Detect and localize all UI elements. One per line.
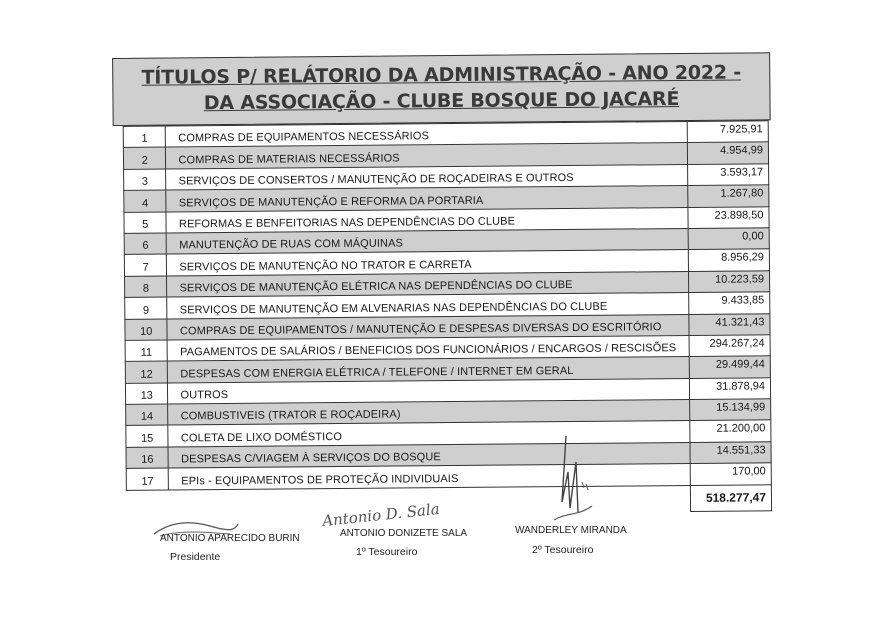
row-description: SERVIÇOS DE MANUTENÇÃO EM ALVENARIAS NAS DEPENDÊNCIAS DO CLUBE xyxy=(167,293,689,319)
row-description: COMPRAS DE EQUIPAMENTOS / MANUTENÇÃO E DESPESAS DIVERSAS DO ESCRITÓRIO xyxy=(167,314,689,340)
row-description: COMPRAS DE MATERIAIS NECESSÁRIOS xyxy=(166,143,688,169)
total-row xyxy=(126,484,771,516)
row-number: 8 xyxy=(125,276,168,298)
row-value: 7.925,91 xyxy=(687,121,768,143)
row-value: 9.433,85 xyxy=(689,292,770,314)
row-description: SERVIÇOS DE MANUTENÇÃO NO TRATOR E CARRETA xyxy=(167,250,689,276)
row-value: 8.956,29 xyxy=(689,249,770,271)
row-value: 41.321,43 xyxy=(689,313,770,335)
row-value: 14.551,33 xyxy=(690,442,771,464)
row-description: OUTROS xyxy=(168,378,690,404)
row-number: 1 xyxy=(123,126,166,148)
row-description: REFORMAS E BENFEITORIAS NAS DEPENDÊNCIAS DO CLUBE xyxy=(166,207,688,233)
row-number: 7 xyxy=(124,254,167,276)
row-number: 15 xyxy=(126,425,169,447)
row-value: 3.593,17 xyxy=(688,164,769,186)
signature-role-treasurer1: 1º Tesoureiro xyxy=(356,546,418,558)
signature-handwritten-sala: Antonio D. Sala xyxy=(321,499,441,531)
report-sheet xyxy=(112,40,774,511)
row-description: MANUTENÇÃO DE RUAS COM MÁQUINAS xyxy=(167,228,689,254)
signature-name-treasurer2: WANDERLEY MIRANDA xyxy=(515,525,627,536)
row-description: SERVIÇOS DE MANUTENÇÃO E REFORMA DA PORTARIA xyxy=(166,186,688,212)
signature-name-president: ANTONIO APARECIDO BURIN xyxy=(160,533,300,544)
row-value: 31.878,94 xyxy=(690,377,771,399)
row-value: 29.499,44 xyxy=(689,356,770,378)
row-value: 21.200,00 xyxy=(690,420,771,442)
signature-role-treasurer2: 2º Tesoureiro xyxy=(532,544,594,556)
row-number: 5 xyxy=(124,212,167,234)
row-value: 170,00 xyxy=(690,463,771,485)
row-value: 4.954,99 xyxy=(688,142,769,164)
row-value: 15.134,99 xyxy=(690,399,771,421)
row-number: 16 xyxy=(126,447,169,469)
row-number: 3 xyxy=(124,169,167,191)
row-number: 13 xyxy=(125,383,168,405)
signature-role-president: Presidente xyxy=(170,551,221,563)
row-number: 12 xyxy=(125,361,168,383)
row-value: 23.898,50 xyxy=(688,206,769,228)
row-description: DESPESAS COM ENERGIA ELÉTRICA / TELEFONE / INTERNET EM GERAL xyxy=(168,357,690,383)
row-number: 10 xyxy=(125,319,168,341)
row-description: COMBUSTIVEIS (TRATOR E ROÇADEIRA) xyxy=(168,400,690,426)
row-description: COLETA DE LIXO DOMÉSTICO xyxy=(168,421,690,447)
row-value: 294.267,24 xyxy=(689,335,770,357)
row-number: 9 xyxy=(125,297,168,319)
row-number: 17 xyxy=(126,468,169,490)
row-number: 14 xyxy=(126,404,169,426)
row-description: PAGAMENTOS DE SALÁRIOS / BENEFICIOS DOS FUNCIONÁRIOS / ENCARGOS / RESCISÕES xyxy=(168,335,690,361)
row-number: 2 xyxy=(123,147,166,169)
title-box xyxy=(112,52,771,126)
row-description: EPIs - EQUIPAMENTOS DE PROTEÇÃO INDIVIDUAIS xyxy=(169,464,691,490)
report-title-line-2: DA ASSOCIAÇÃO - CLUBE BOSQUE DO JACARÉ xyxy=(203,88,680,115)
signature-name-treasurer1: ANTONIO DONIZETE SALA xyxy=(340,528,468,539)
row-description: DESPESAS C/VIAGEM À SERVIÇOS DO BOSQUE xyxy=(168,442,690,468)
row-value: 1.267,80 xyxy=(688,185,769,207)
row-value: 10.223,59 xyxy=(689,271,770,293)
row-number: 4 xyxy=(124,190,167,212)
row-number: 6 xyxy=(124,233,167,255)
row-value: 0,00 xyxy=(688,228,769,250)
row-description: SERVIÇOS DE CONSERTOS / MANUTENÇÃO DE ROÇADEIRAS E OUTROS xyxy=(166,164,688,190)
report-title-line-1: TÍTULOS P/ RELÁTORIO DA ADMINISTRAÇÃO - ANO 2022 - xyxy=(141,61,742,89)
row-description: SERVIÇOS DE MANUTENÇÃO ELÉTRICA NAS DEPENDÊNCIAS DO CLUBE xyxy=(167,271,689,297)
row-number: 11 xyxy=(125,340,168,362)
expense-table xyxy=(123,120,772,516)
signature-miranda xyxy=(548,432,598,532)
row-description: COMPRAS DE EQUIPAMENTOS NECESSÁRIOS xyxy=(166,121,688,147)
total-value: 518.277,47 xyxy=(691,484,772,511)
